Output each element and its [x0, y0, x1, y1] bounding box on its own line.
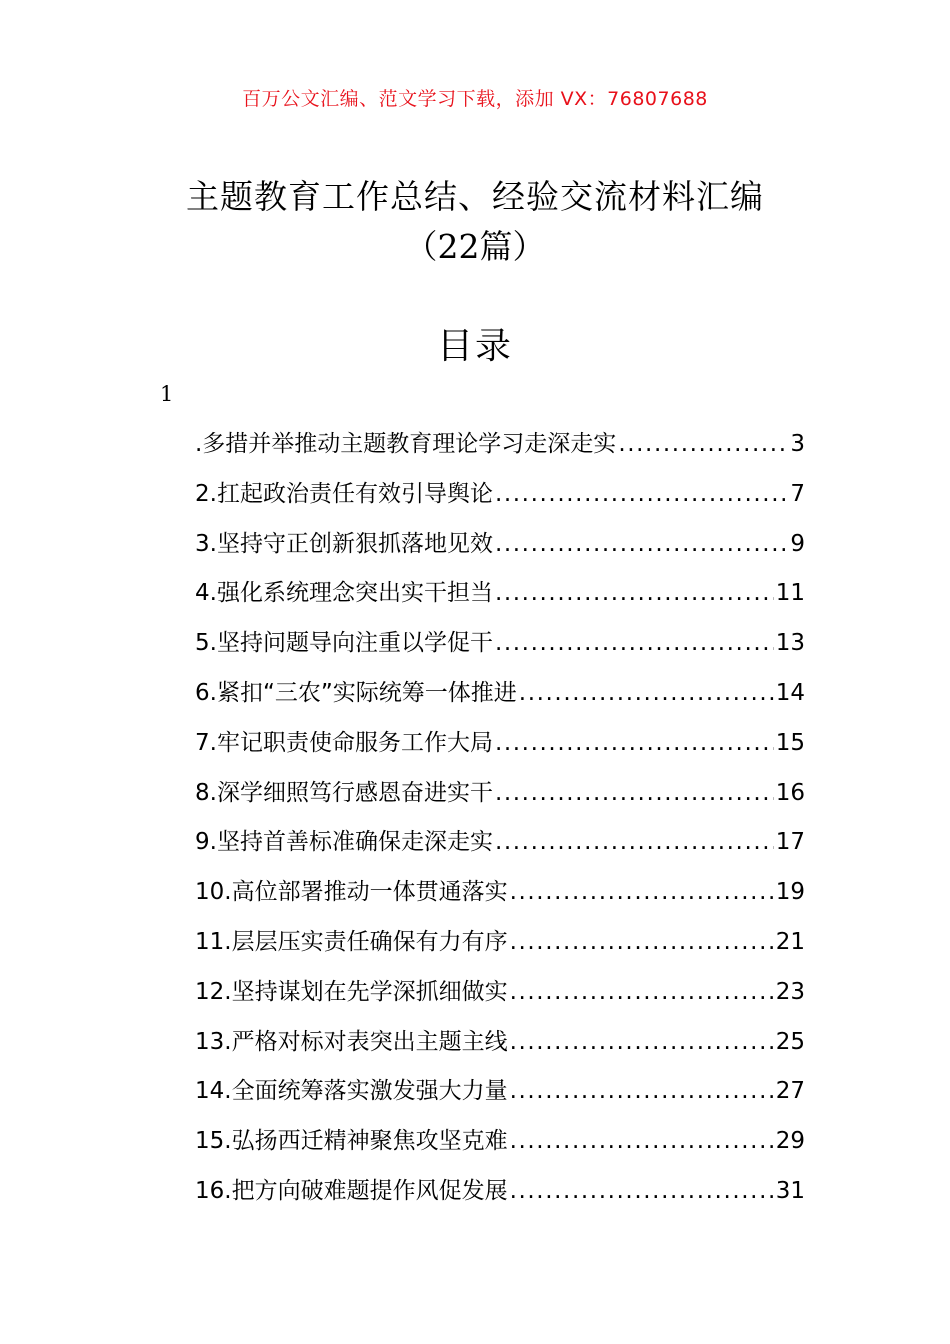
toc-leader-dots — [510, 968, 774, 1018]
toc-entry[interactable] — [195, 818, 805, 868]
toc-entry[interactable] — [195, 968, 805, 1018]
toc-entry-label: 8.深学细照笃行感恩奋进实干 — [195, 779, 493, 806]
header-note: 百万公文汇编、范文学习下载，添加 VX：76807688 — [242, 88, 708, 110]
toc-entry[interactable] — [195, 569, 805, 619]
toc-leader-dots — [495, 619, 774, 669]
toc-entry-label: 13.严格对标对表突出主题主线 — [195, 1028, 508, 1055]
toc-entry-page: 13 — [775, 630, 805, 657]
toc-entry-page: 27 — [775, 1078, 805, 1105]
toc-leader-dots — [510, 1117, 774, 1167]
toc-entry-page: 19 — [775, 879, 805, 906]
toc-entry-page: 23 — [775, 978, 805, 1005]
toc-entry[interactable] — [195, 1167, 805, 1217]
document-title: 主题教育工作总结、经验交流材料汇编 — [186, 177, 764, 216]
toc-entry-label: 5.坚持问题导向注重以学促干 — [195, 630, 493, 657]
toc-entry-label: 16.把方向破难题提作风促发展 — [195, 1177, 508, 1204]
toc-entry[interactable] — [195, 669, 805, 719]
document-subtitle: （22篇） — [404, 227, 546, 266]
toc-entry-label: 11.层层压实责任确保有力有序 — [195, 928, 508, 955]
toc-entry-page: 3 — [790, 431, 805, 457]
toc-entry[interactable] — [195, 619, 805, 669]
toc-entry-page: 15 — [775, 729, 805, 756]
toc-entry-page: 11 — [775, 580, 805, 607]
toc-leader-dots — [495, 569, 774, 619]
toc-entry[interactable] — [195, 918, 805, 968]
toc-entry[interactable] — [195, 769, 805, 819]
toc-leader-dots — [495, 520, 788, 570]
toc-leader-dots — [495, 769, 774, 819]
toc-entry-page: 21 — [775, 928, 805, 955]
toc-entry-page: 31 — [775, 1177, 805, 1204]
stray-number: 1 — [160, 382, 174, 406]
toc-entry[interactable] — [195, 520, 805, 570]
toc-leader-dots — [510, 868, 774, 918]
toc-entry[interactable] — [195, 719, 805, 769]
toc-entry-label: 14.全面统筹落实激发强大力量 — [195, 1078, 508, 1105]
toc-leader-dots — [495, 470, 788, 520]
toc-entry[interactable] — [195, 1067, 805, 1117]
toc-entry-label: 7.牢记职责使命服务工作大局 — [195, 729, 493, 756]
toc-entry-label: 12.坚持谋划在先学深抓细做实 — [195, 978, 508, 1005]
toc-leader-dots — [510, 1167, 774, 1217]
toc-entry-label: 3.坚持守正创新狠抓落地见效 — [195, 530, 493, 557]
toc-entry[interactable] — [195, 1018, 805, 1068]
toc-entry-label: .多措并举推动主题教育理论学习走深走实 — [195, 431, 617, 457]
toc-entry-page: 14 — [775, 679, 805, 706]
toc-entry-page: 16 — [775, 779, 805, 806]
toc-leader-dots — [519, 669, 774, 719]
toc-entry[interactable] — [195, 1117, 805, 1167]
toc-entry-label: 10.高位部署推动一体贯通落实 — [195, 879, 508, 906]
toc-entry[interactable] — [195, 470, 805, 520]
toc-leader-dots — [510, 1018, 774, 1068]
toc-entry-page: 17 — [775, 829, 805, 856]
toc-entry-page: 25 — [775, 1028, 805, 1055]
toc-entry-label: 6.紧扣“三农”实际统筹一体推进 — [195, 679, 517, 706]
toc-entry-page: 7 — [790, 480, 805, 507]
toc-leader-dots — [495, 818, 774, 868]
toc-entry-page: 29 — [775, 1128, 805, 1155]
toc-entry-label: 15.弘扬西迁精神聚焦攻坚克难 — [195, 1128, 508, 1155]
toc-entry[interactable] — [195, 420, 805, 470]
toc-leader-dots — [495, 719, 774, 769]
toc-heading: 目录 — [436, 326, 513, 367]
toc-leader-dots — [510, 918, 774, 968]
toc-entry-label: 4.强化系统理念突出实干担当 — [195, 580, 493, 607]
toc-entry-label: 9.坚持首善标准确保走深走实 — [195, 829, 493, 856]
toc-entry-label: 2.扛起政治责任有效引导舆论 — [195, 480, 493, 507]
toc-entry-page: 9 — [790, 530, 805, 557]
toc-leader-dots — [510, 1067, 774, 1117]
toc-leader-dots — [618, 420, 788, 470]
table-of-contents — [195, 420, 805, 1217]
toc-entry[interactable] — [195, 868, 805, 918]
